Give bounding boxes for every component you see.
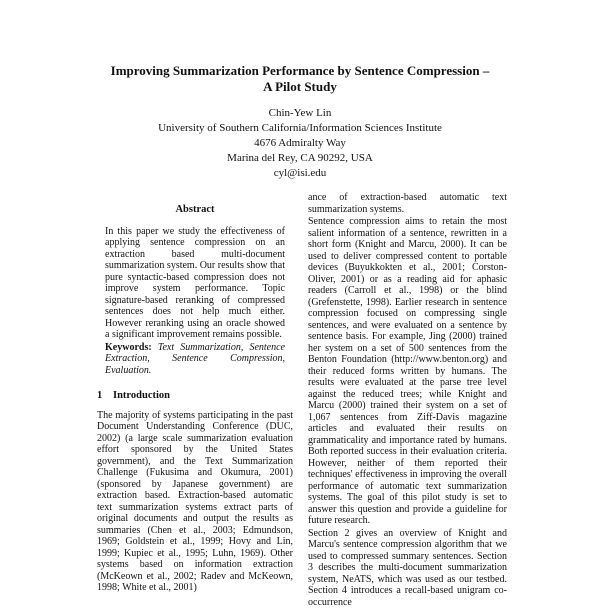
introduction-text: The majority of systems participating in the past Document Understanding Conference (DUC, 2002) (a large scale summarization evaluation effort sponsored by the United States government), and the Text Summarization Challenge (Fukusima and Okumura, 2001) (sponsored by Japanese government) are extraction based. Extraction-based automatic text summarization systems extract parts of original documents and output the results as summaries (Chen et al., 2003; Edmundson, 1969; Goldstein et al., 1999; Hovy and Lin, 1999; Kupiec et al., 1995; Luhn, 1969). Other systems based on information extraction (McKeown et al., 2002; Radev and McKeown, 1998; White et al., 2001) (97, 410, 293, 594)
keywords-label: Keywords: (105, 342, 152, 353)
title-line-1: Improving Summarization Performance by Sentence Compression – (40, 63, 560, 79)
title-line-2: A Pilot Study (40, 79, 560, 95)
author-email: cyl@isi.edu (40, 166, 560, 181)
author-address-street: 4676 Admiralty Way (40, 136, 560, 151)
right-paragraph-1: ance of extraction-based automatic text summarization systems. (308, 192, 507, 215)
keywords-list: Text Summarization, Sentence Extraction, Sentence Compression, Evaluation. (105, 342, 285, 376)
section-title: Introduction (113, 390, 170, 402)
author-name: Chin-Yew Lin (40, 106, 560, 121)
right-column (308, 192, 507, 608)
abstract-text: In this paper we study the effectiveness of applying sentence compression on an extraction based multi-document summarization system. Our results show that pure syntactic-based compression does not improve system performance. Topic signature-based reranking of compressed sentences does not help much either. However reranking using an oracle showed a significant improvement remains possible. (97, 226, 293, 341)
paper-title (40, 63, 560, 95)
section-heading-introduction (97, 390, 293, 402)
author-affiliation: University of Southern California/Information Sciences Institute (40, 121, 560, 136)
abstract-heading: Abstract (97, 204, 293, 216)
left-column (97, 198, 293, 594)
right-paragraph-2: Sentence compression aims to retain the most salient information of a sentence, rewritten in a short form (Knight and Marcu, 2000). It can be used to deliver compressed content to portable devices (Buyukkokten et al., 2001; Corston-Oliver, 2001) or as a reading aid for aphasic readers (Carroll et al., 1998) or the blind (Grefenstette, 1998). Earlier research in sentence compression focused on compressing single sentences, and were evaluated on a sentence by sentence basis. For example, Jing (2000) trained her system on a set of 500 sentences from the Benton Foundation (http://www.benton.org) and their reduced forms written by humans. The results were evaluated at the parse tree level against the reduced trees; while Knight and Marcu (2000) trained their system on a set of 1,067 sentences from Ziff-Davis magazine articles and evaluated their results on grammaticality and importance rated by humans. Both reported success in their evaluation criteria. However, neither of them reported their techniques' effectiveness in improving the overall performance of automatic text summarization systems. The goal of this pilot study is set to answer this question and provide a guideline for future research. (308, 216, 507, 527)
author-address-city: Marina del Rey, CA 90292, USA (40, 151, 560, 166)
section-number: 1 (97, 390, 113, 402)
keywords (97, 342, 293, 377)
author-block (40, 106, 560, 181)
right-paragraph-3: Section 2 gives an overview of Knight and Marcu's sentence compression algorithm that we used to compressed summary sentences. Section 3 describes the multi-document summarization system, NeATS, which was used as our testbed. Section 4 introduces a recall-based unigram co-occurrence (308, 528, 507, 608)
